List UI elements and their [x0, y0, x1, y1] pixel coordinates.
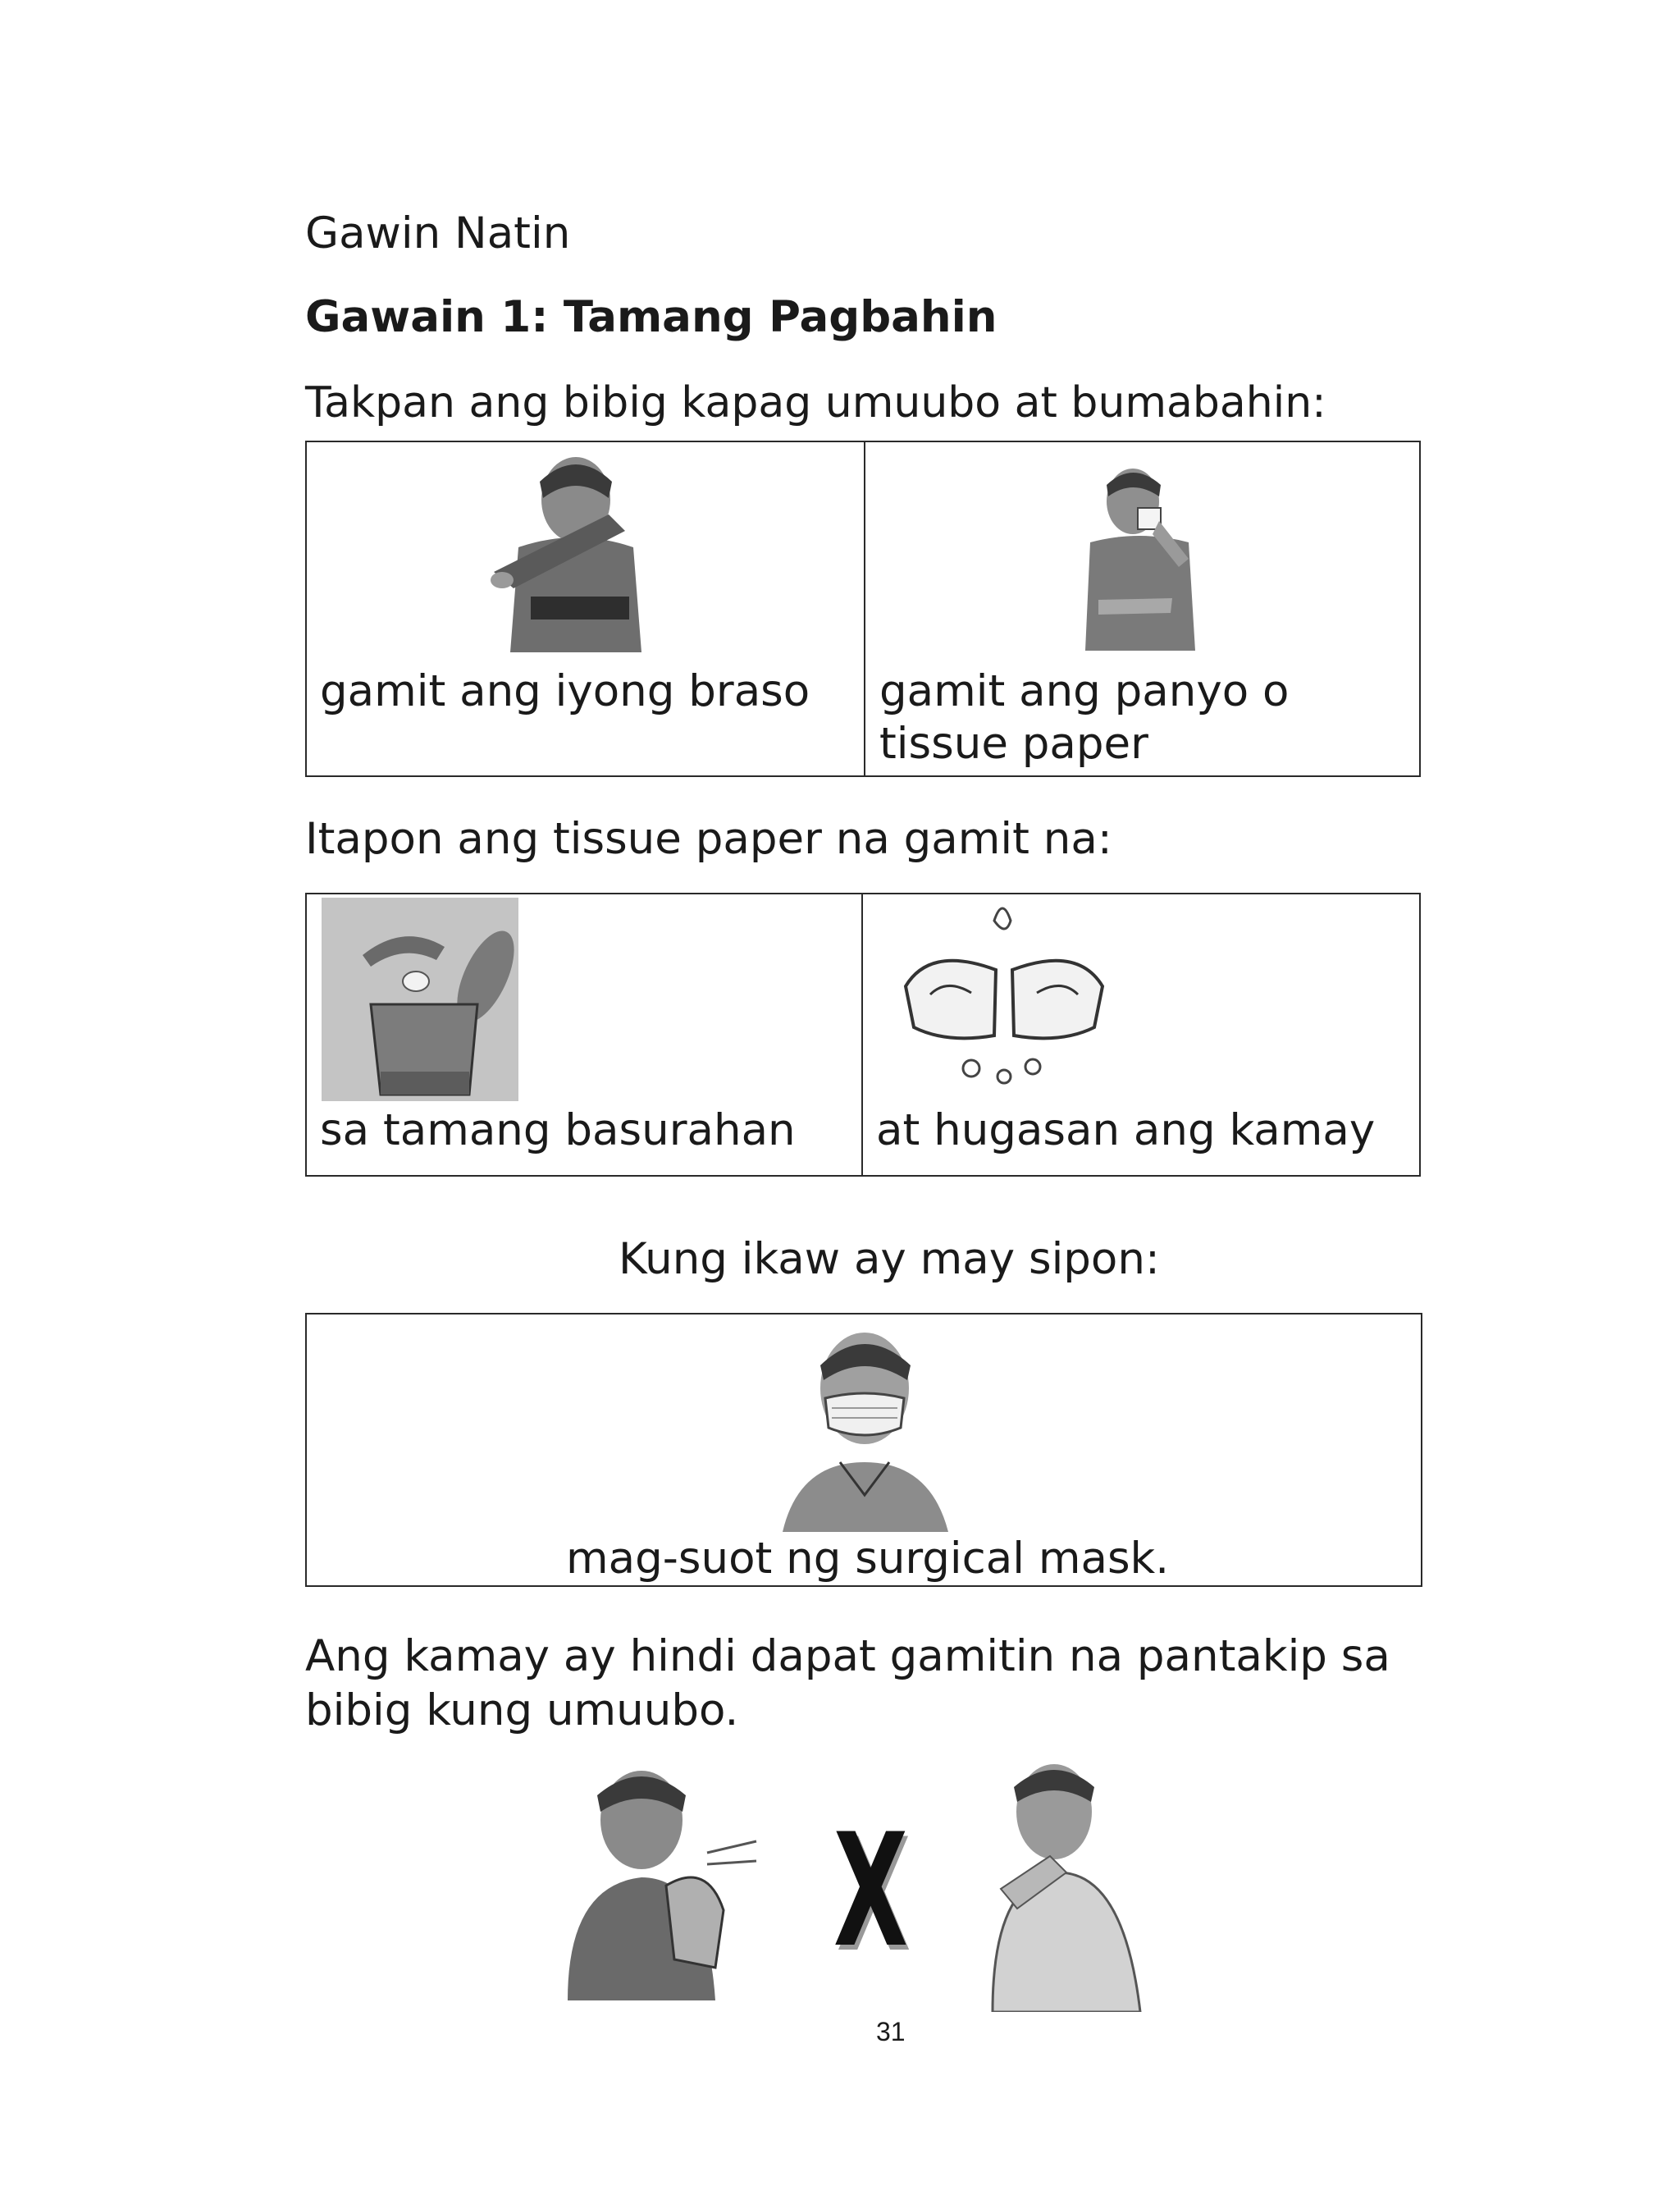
dispose-right-caption: at hugasan ang kamay [876, 1105, 1376, 1155]
cover-left-caption: gamit ang iyong braso [320, 666, 810, 716]
surgical-mask-illustration [774, 1323, 963, 1532]
page-number: 31 [876, 2017, 906, 2046]
warning-line2: bibig kung umuubo. [305, 1685, 739, 1735]
warning-line1: Ang kamay ay hindi dapat gamitin na pantakip sa [305, 1631, 1390, 1681]
cover-right-caption-line2: tissue paper [879, 719, 1148, 769]
dispose-table [305, 893, 1421, 1177]
instruction-cover: Takpan ang bibig kapag umuubo at bumabahin: [305, 378, 1326, 427]
section-heading: Gawin Natin [305, 208, 571, 258]
cover-table-divider [864, 442, 865, 775]
wrong-hands-cough-illustration [551, 1763, 765, 2000]
activity-title: Gawain 1: Tamang Pagbahin [305, 292, 998, 342]
trash-bin-illustration [322, 898, 518, 1101]
tissue-cover-illustration [1074, 460, 1205, 651]
dispose-table-divider [861, 894, 863, 1175]
arm-cover-illustration [486, 449, 666, 652]
correct-elbow-cough-illustration [976, 1758, 1157, 2012]
instruction-dispose: Itapon ang tissue paper na gamit na: [305, 814, 1112, 864]
instruction-cold: Kung ikaw ay may sipon: [619, 1234, 1160, 1284]
x-mark: X [833, 1800, 908, 1982]
mask-box [305, 1313, 1422, 1587]
dispose-left-caption: sa tamang basurahan [320, 1105, 796, 1155]
cover-table [305, 441, 1421, 777]
washing-hands-illustration [897, 896, 1111, 1093]
mask-caption: mag-suot ng surgical mask. [566, 1534, 1170, 1584]
cover-right-caption-line1: gamit ang panyo o [879, 666, 1290, 716]
